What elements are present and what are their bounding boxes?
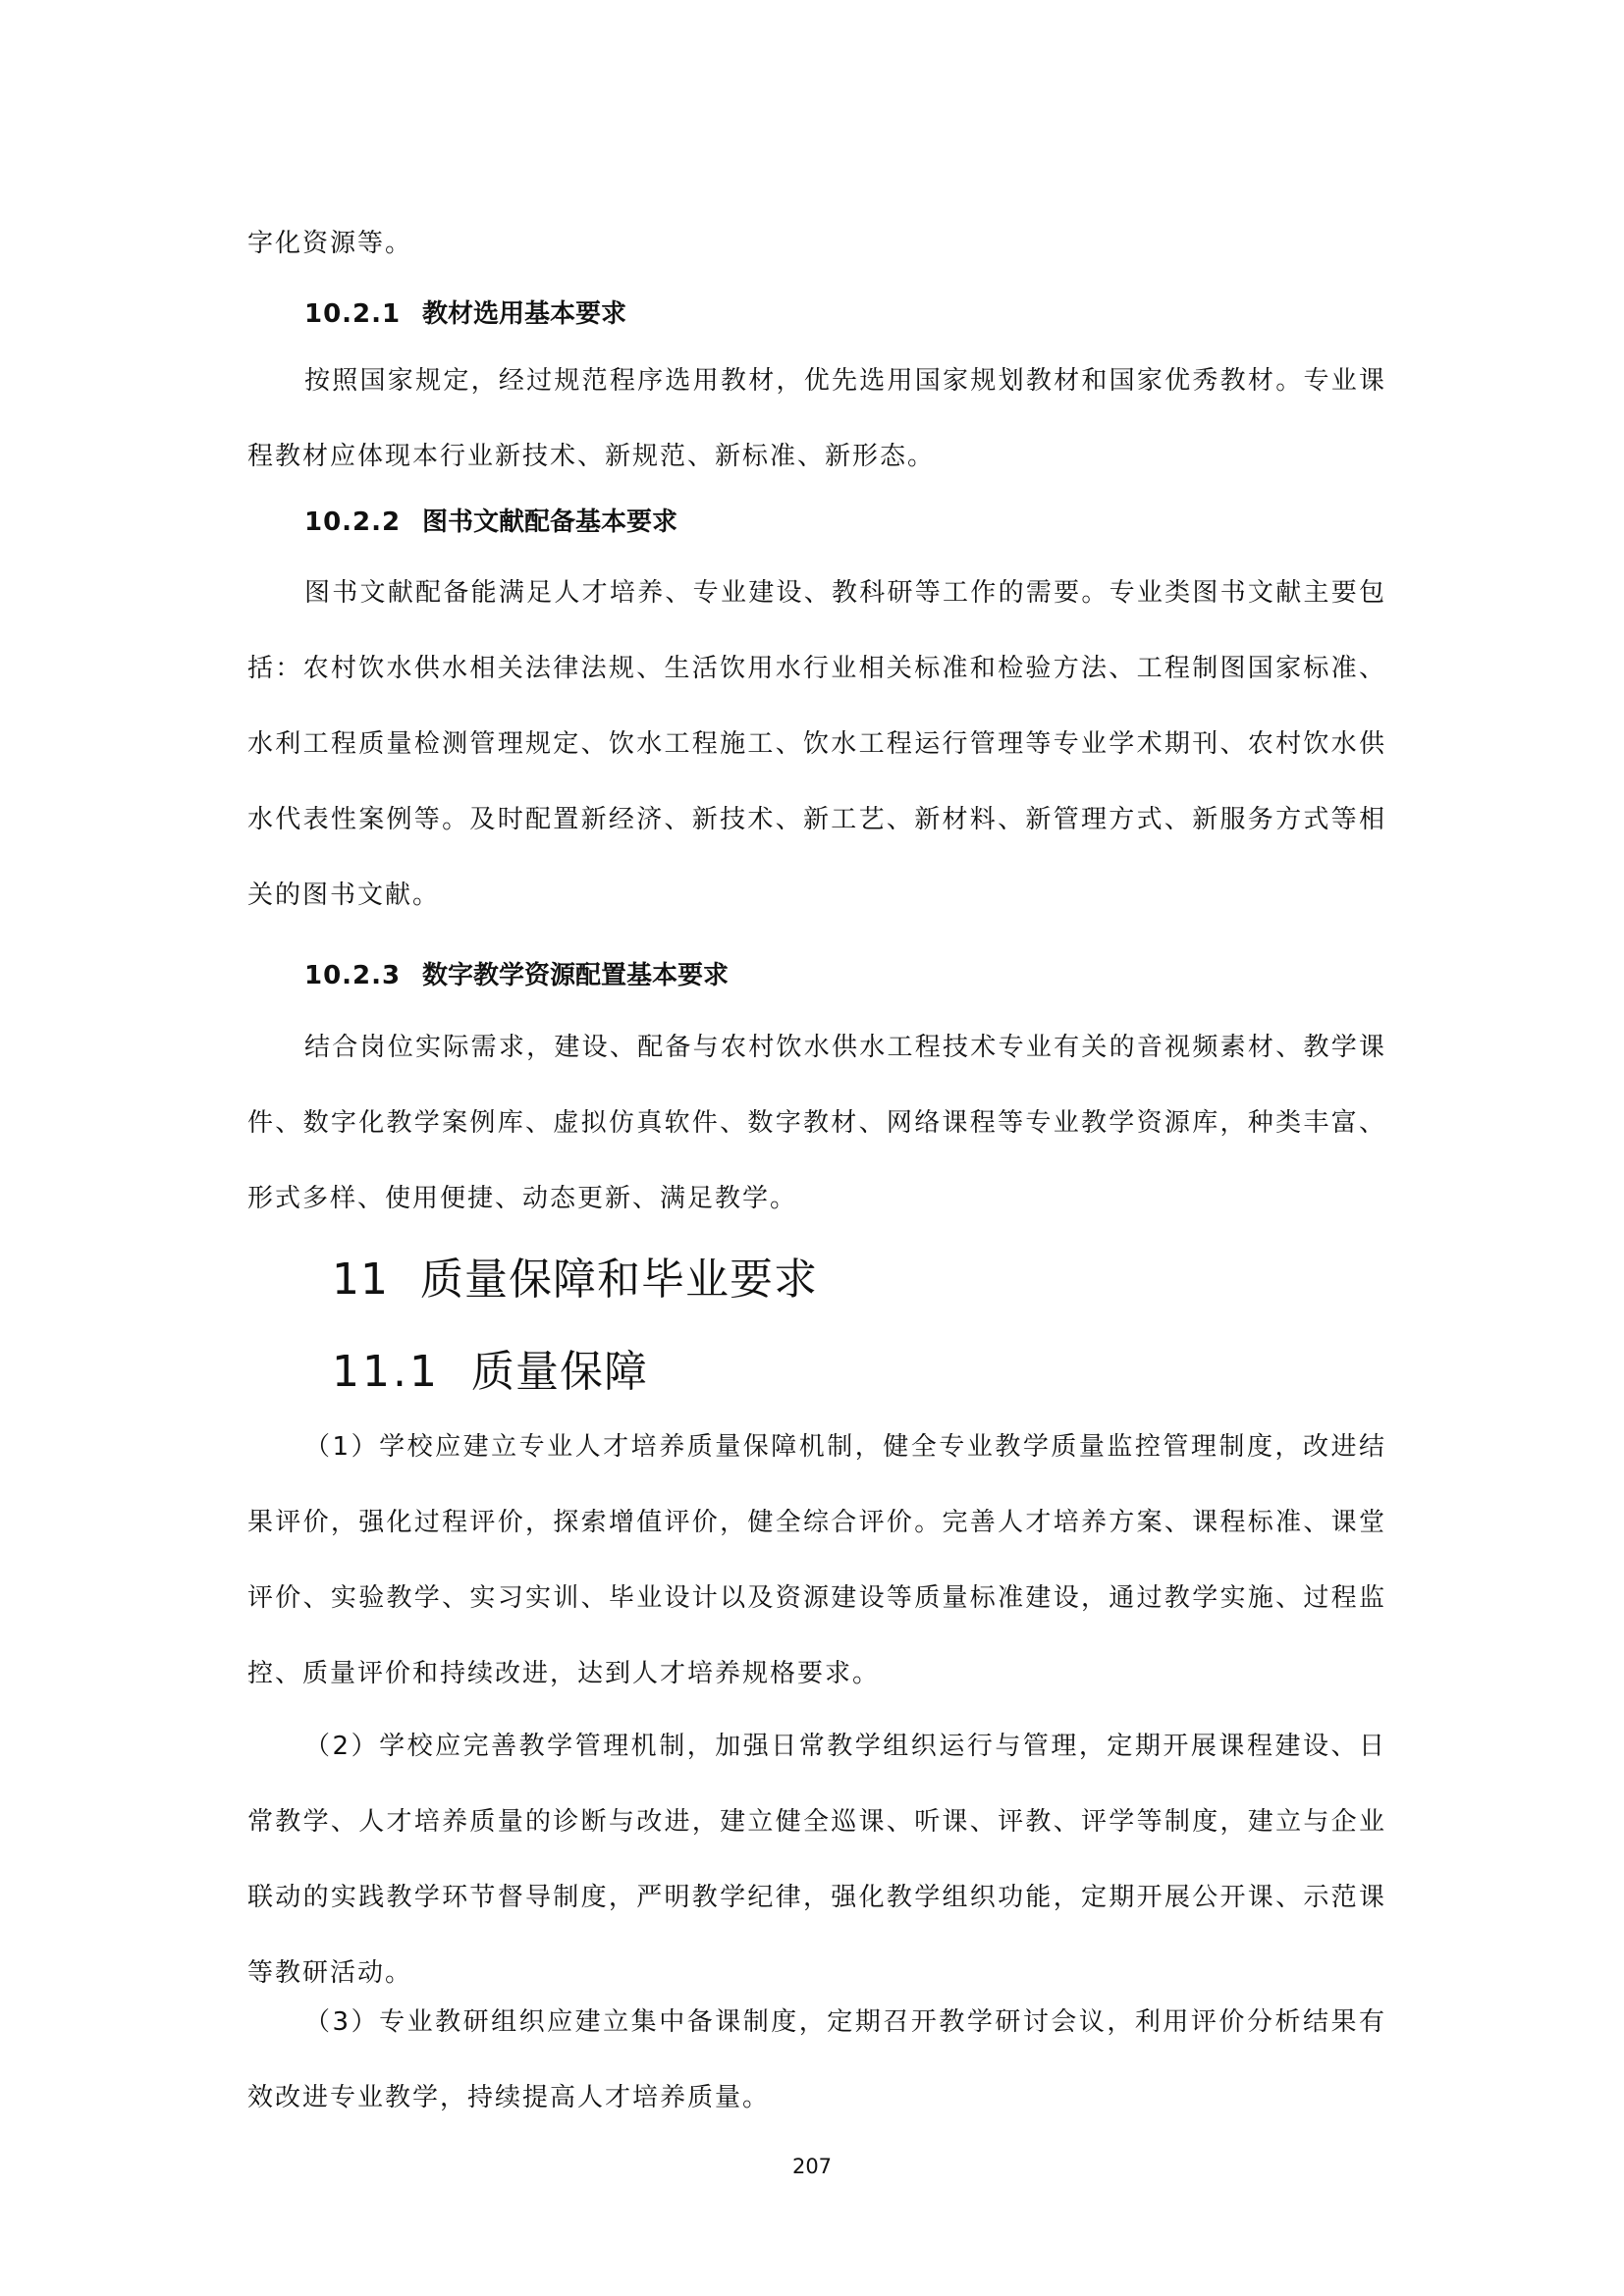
section-heading-10-2-1	[304, 294, 626, 334]
section-number: 10.2.3	[304, 961, 402, 990]
chapter-title: 质量保障和毕业要求	[420, 1255, 818, 1305]
chapter-number: 11	[332, 1255, 389, 1305]
continuation-text: 字化资源等。	[247, 229, 413, 258]
section-title: 数字教学资源配置基本要求	[422, 961, 730, 990]
section-title: 教材选用基本要求	[422, 299, 627, 329]
section-number: 11.1	[332, 1347, 440, 1397]
quality-item-3: （3）专业教研组织应建立集中备课制度，定期召开教学研讨会议，利用评价分析结果有效改进专业教学，持续提高人才培养质量。	[247, 2007, 1386, 2112]
section-heading-10-2-2	[304, 503, 677, 542]
section-heading-10-2-3	[304, 956, 729, 995]
section-heading-11-1	[332, 1343, 648, 1402]
quality-item-2: （2）学校应完善教学管理机制，加强日常教学组织运行与管理，定期开展课程建设、日常教学、人才培养质量的诊断与改进，建立健全巡课、听课、评教、评学等制度，建立与企业联动的实践教学环节督导制度，严明教学纪律，强化教学组织功能，定期开展公开课、示范课等教研活动。	[247, 1732, 1386, 1988]
section-title: 图书文献配备基本要求	[422, 507, 678, 537]
section-number: 10.2.1	[304, 299, 402, 329]
section-title: 质量保障	[471, 1347, 648, 1397]
section-body-10-2-3: 结合岗位实际需求，建设、配备与农村饮水供水工程技术专业有关的音视频素材、教学课件、数字化教学案例库、虚拟仿真软件、数字教材、网络课程等专业教学资源库，种类丰富、形式多样、使用便捷、动态更新、满足教学。	[247, 1033, 1386, 1213]
page-number: 207	[791, 2155, 833, 2178]
section-body-10-2-2: 图书文献配备能满足人才培养、专业建设、教科研等工作的需要。专业类图书文献主要包括：农村饮水供水相关法律法规、生活饮用水行业相关标准和检验方法、工程制图国家标准、水利工程质量检测管理规定、饮水工程施工、饮水工程运行管理等专业学术期刊、农村饮水供水代表性案例等。及时配置新经济、新技术、新工艺、新材料、新管理方式、新服务方式等相关的图书文献。	[247, 578, 1386, 910]
section-number: 10.2.2	[304, 507, 402, 537]
section-body-10-2-1: 按照国家规定，经过规范程序选用教材，优先选用国家规划教材和国家优秀教材。专业课程教材应体现本行业新技术、新规范、新标准、新形态。	[247, 366, 1386, 471]
quality-item-1: （1）学校应建立专业人才培养质量保障机制，健全专业教学质量监控管理制度，改进结果评价，强化过程评价，探索增值评价，健全综合评价。完善人才培养方案、课程标准、课堂评价、实验教学、实习实训、毕业设计以及资源建设等质量标准建设，通过教学实施、过程监控、质量评价和持续改进，达到人才培养规格要求。	[247, 1432, 1386, 1688]
chapter-heading-11	[332, 1251, 818, 1309]
